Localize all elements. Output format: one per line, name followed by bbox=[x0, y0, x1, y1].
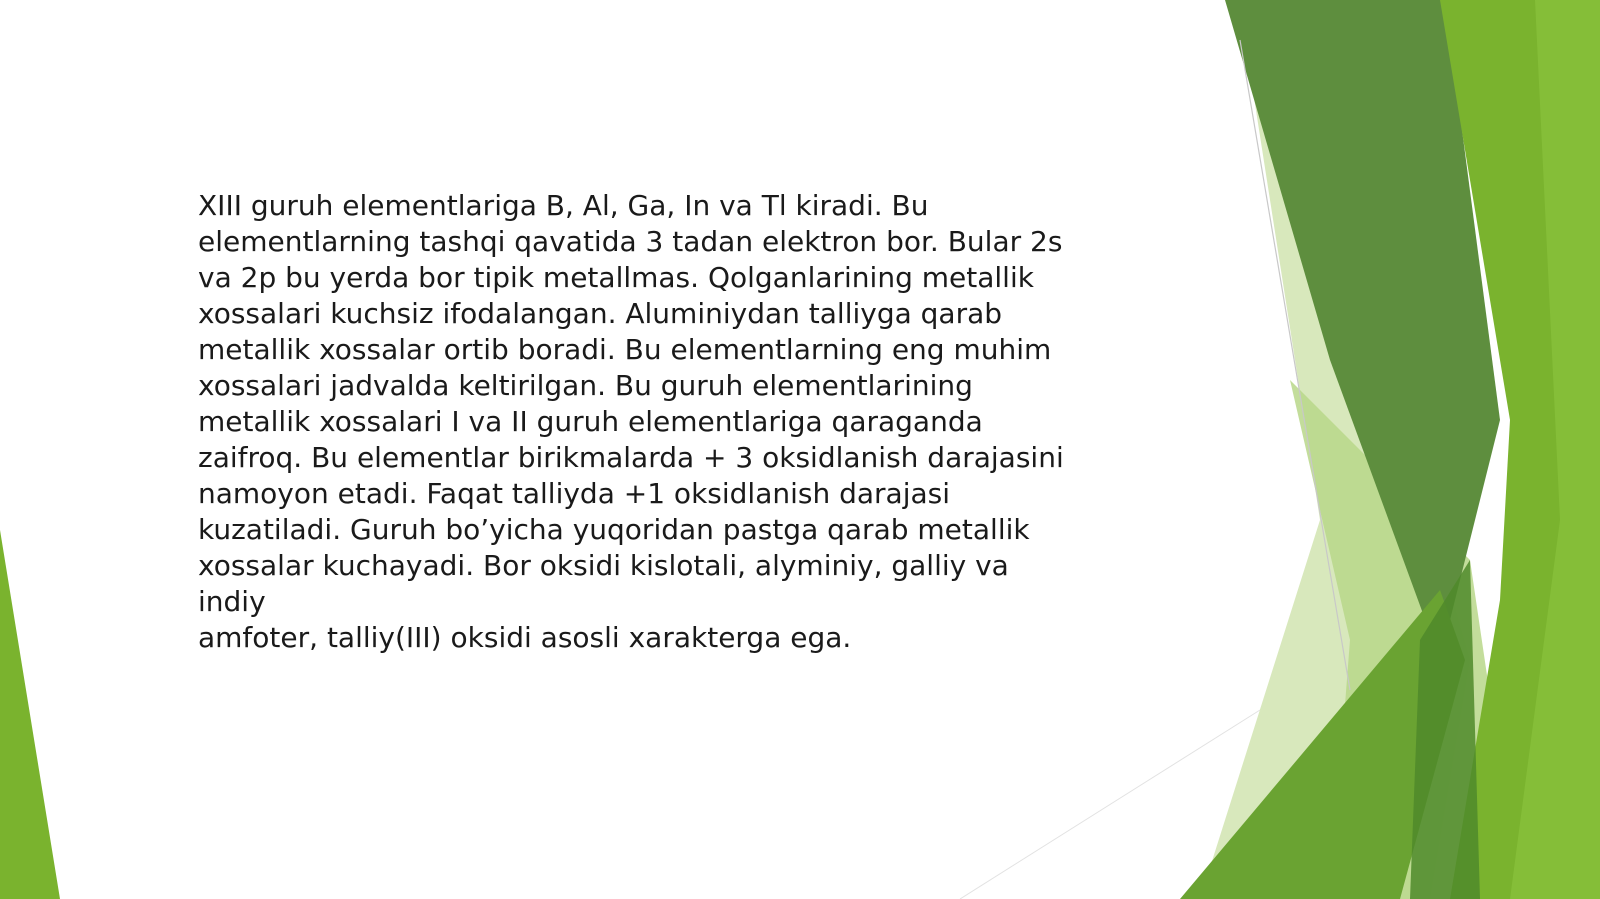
slide-body-text: XIII guruh elementlariga B, Al, Ga, In va Tl kiradi. Bu elementlarning tashqi qavatida 3 tadan elektron bor. Bular 2s va 2p bu yerda bor tipik metallmas. Qolganlarining metallik xossalari kuchsiz ifodalangan. Aluminiydan talliyga qarab metallik xossalar ortib boradi. Bu elementlarning eng muhim xossalari jadvalda keltirilgan. Bu guruh elementlarining metallik xossalari I va II guruh elementlariga qaraganda zaifroq. Bu elementlar birikmalarda + 3 oksidlanish darajasini namoyon etadi. Faqat talliyda +1 oksidlanish darajasi kuzatiladi. Guruh bo’yicha yuqoridan pastga qarab metallik xossalar kuchayadi. Bor oksidi kislotali, alyminiy, galliy va indiy amfoter, talliy(III) oksidi asosli xarakterga ega. bbox=[198, 189, 1064, 654]
facet-left-green bbox=[0, 530, 60, 899]
